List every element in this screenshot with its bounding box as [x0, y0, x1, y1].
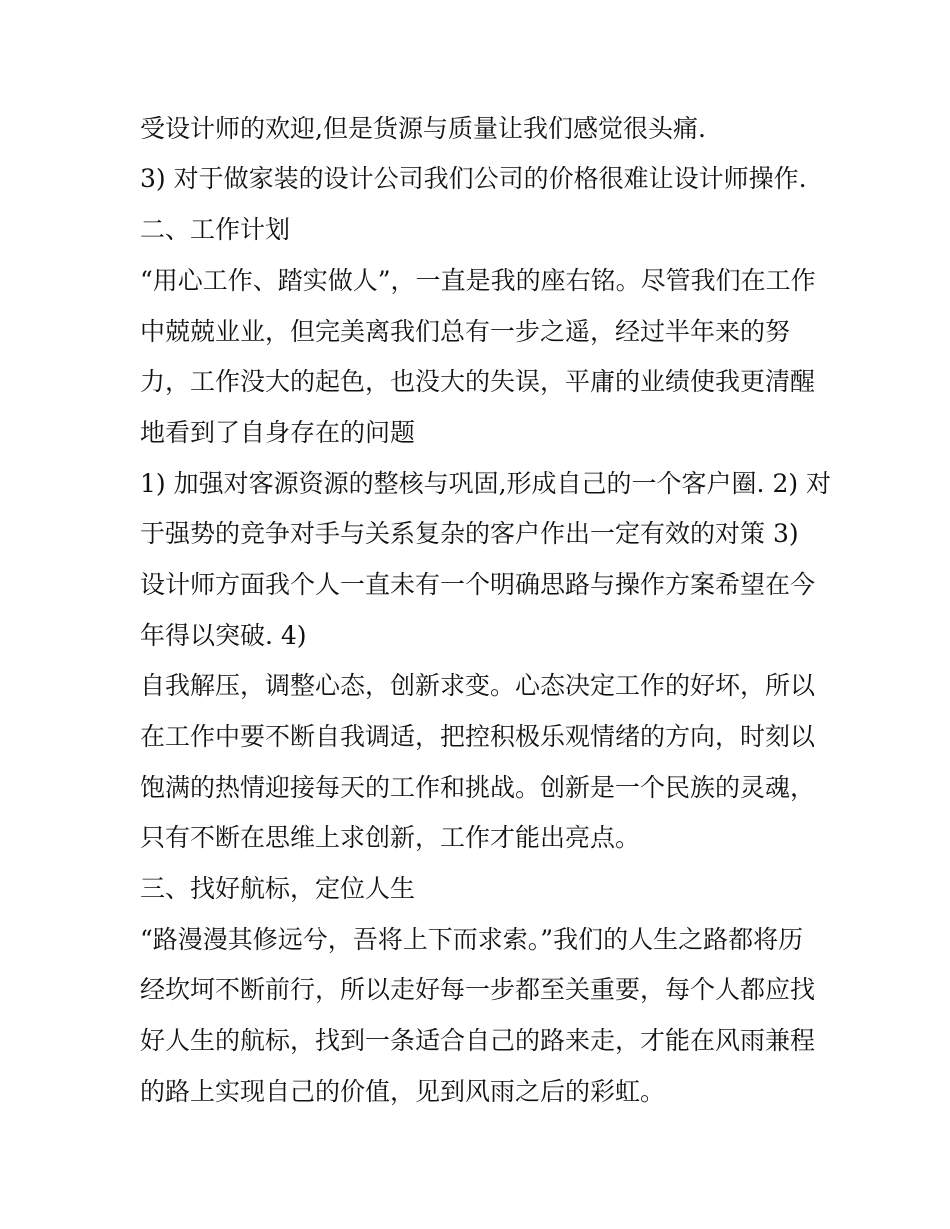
text-line: 受设计师的欢迎,但是货源与质量让我们感觉很头痛. — [140, 114, 706, 143]
text-line: 只有不断在思维上求创新，工作才能出亮点。 — [140, 823, 641, 852]
text-line: “路漫漫其修远兮，吾将上下而求索。”我们的人生之路都将历 — [140, 925, 804, 954]
text-line: 饱满的热情迎接每天的工作和挑战。创新是一个民族的灵魂， — [140, 773, 816, 802]
text-line: 在工作中要不断自我调适，把控积极乐观情绪的方向，时刻以 — [140, 722, 816, 751]
text-line: 经坎坷不断前行，所以走好每一步都至关重要，每个人都应找 — [140, 975, 816, 1004]
text-line: 好人生的航标，找到一条适合自己的路来走，才能在风雨兼程 — [140, 1026, 816, 1055]
text-line: “用心工作、踏实做人”，一直是我的座右铭。尽管我们在工作 — [140, 266, 816, 295]
text-line: 力，工作没大的起色，也没大的失误，平庸的业绩使我更清醒 — [140, 367, 816, 396]
text-line: 地看到了自身存在的问题 — [140, 418, 416, 447]
text-line: 中兢兢业业，但完美离我们总有一步之遥，经过半年来的努 — [140, 317, 791, 346]
text-line: 设计师方面我个人一直未有一个明确思路与操作方案希望在今 — [140, 570, 816, 599]
text-line: 于强势的竞争对手与关系复杂的客户作出一定有效的对策 3) — [140, 519, 799, 548]
text-line: 1) 加强对客源资源的整核与巩固,形成自己的一个客户圈. 2) 对 — [140, 469, 832, 498]
section-heading: 三、找好航标，定位人生 — [140, 874, 416, 903]
text-line: 的路上实现自己的价值，见到风雨之后的彩虹。 — [140, 1077, 666, 1106]
section-heading: 二、工作计划 — [140, 215, 291, 244]
text-line: 年得以突破. 4) — [140, 621, 307, 650]
text-line: 3) 对于做家装的设计公司我们公司的价格很难让设计师操作. — [140, 164, 807, 193]
text-line: 自我解压，调整心态，创新求变。心态决定工作的好坏，所以 — [140, 671, 816, 700]
